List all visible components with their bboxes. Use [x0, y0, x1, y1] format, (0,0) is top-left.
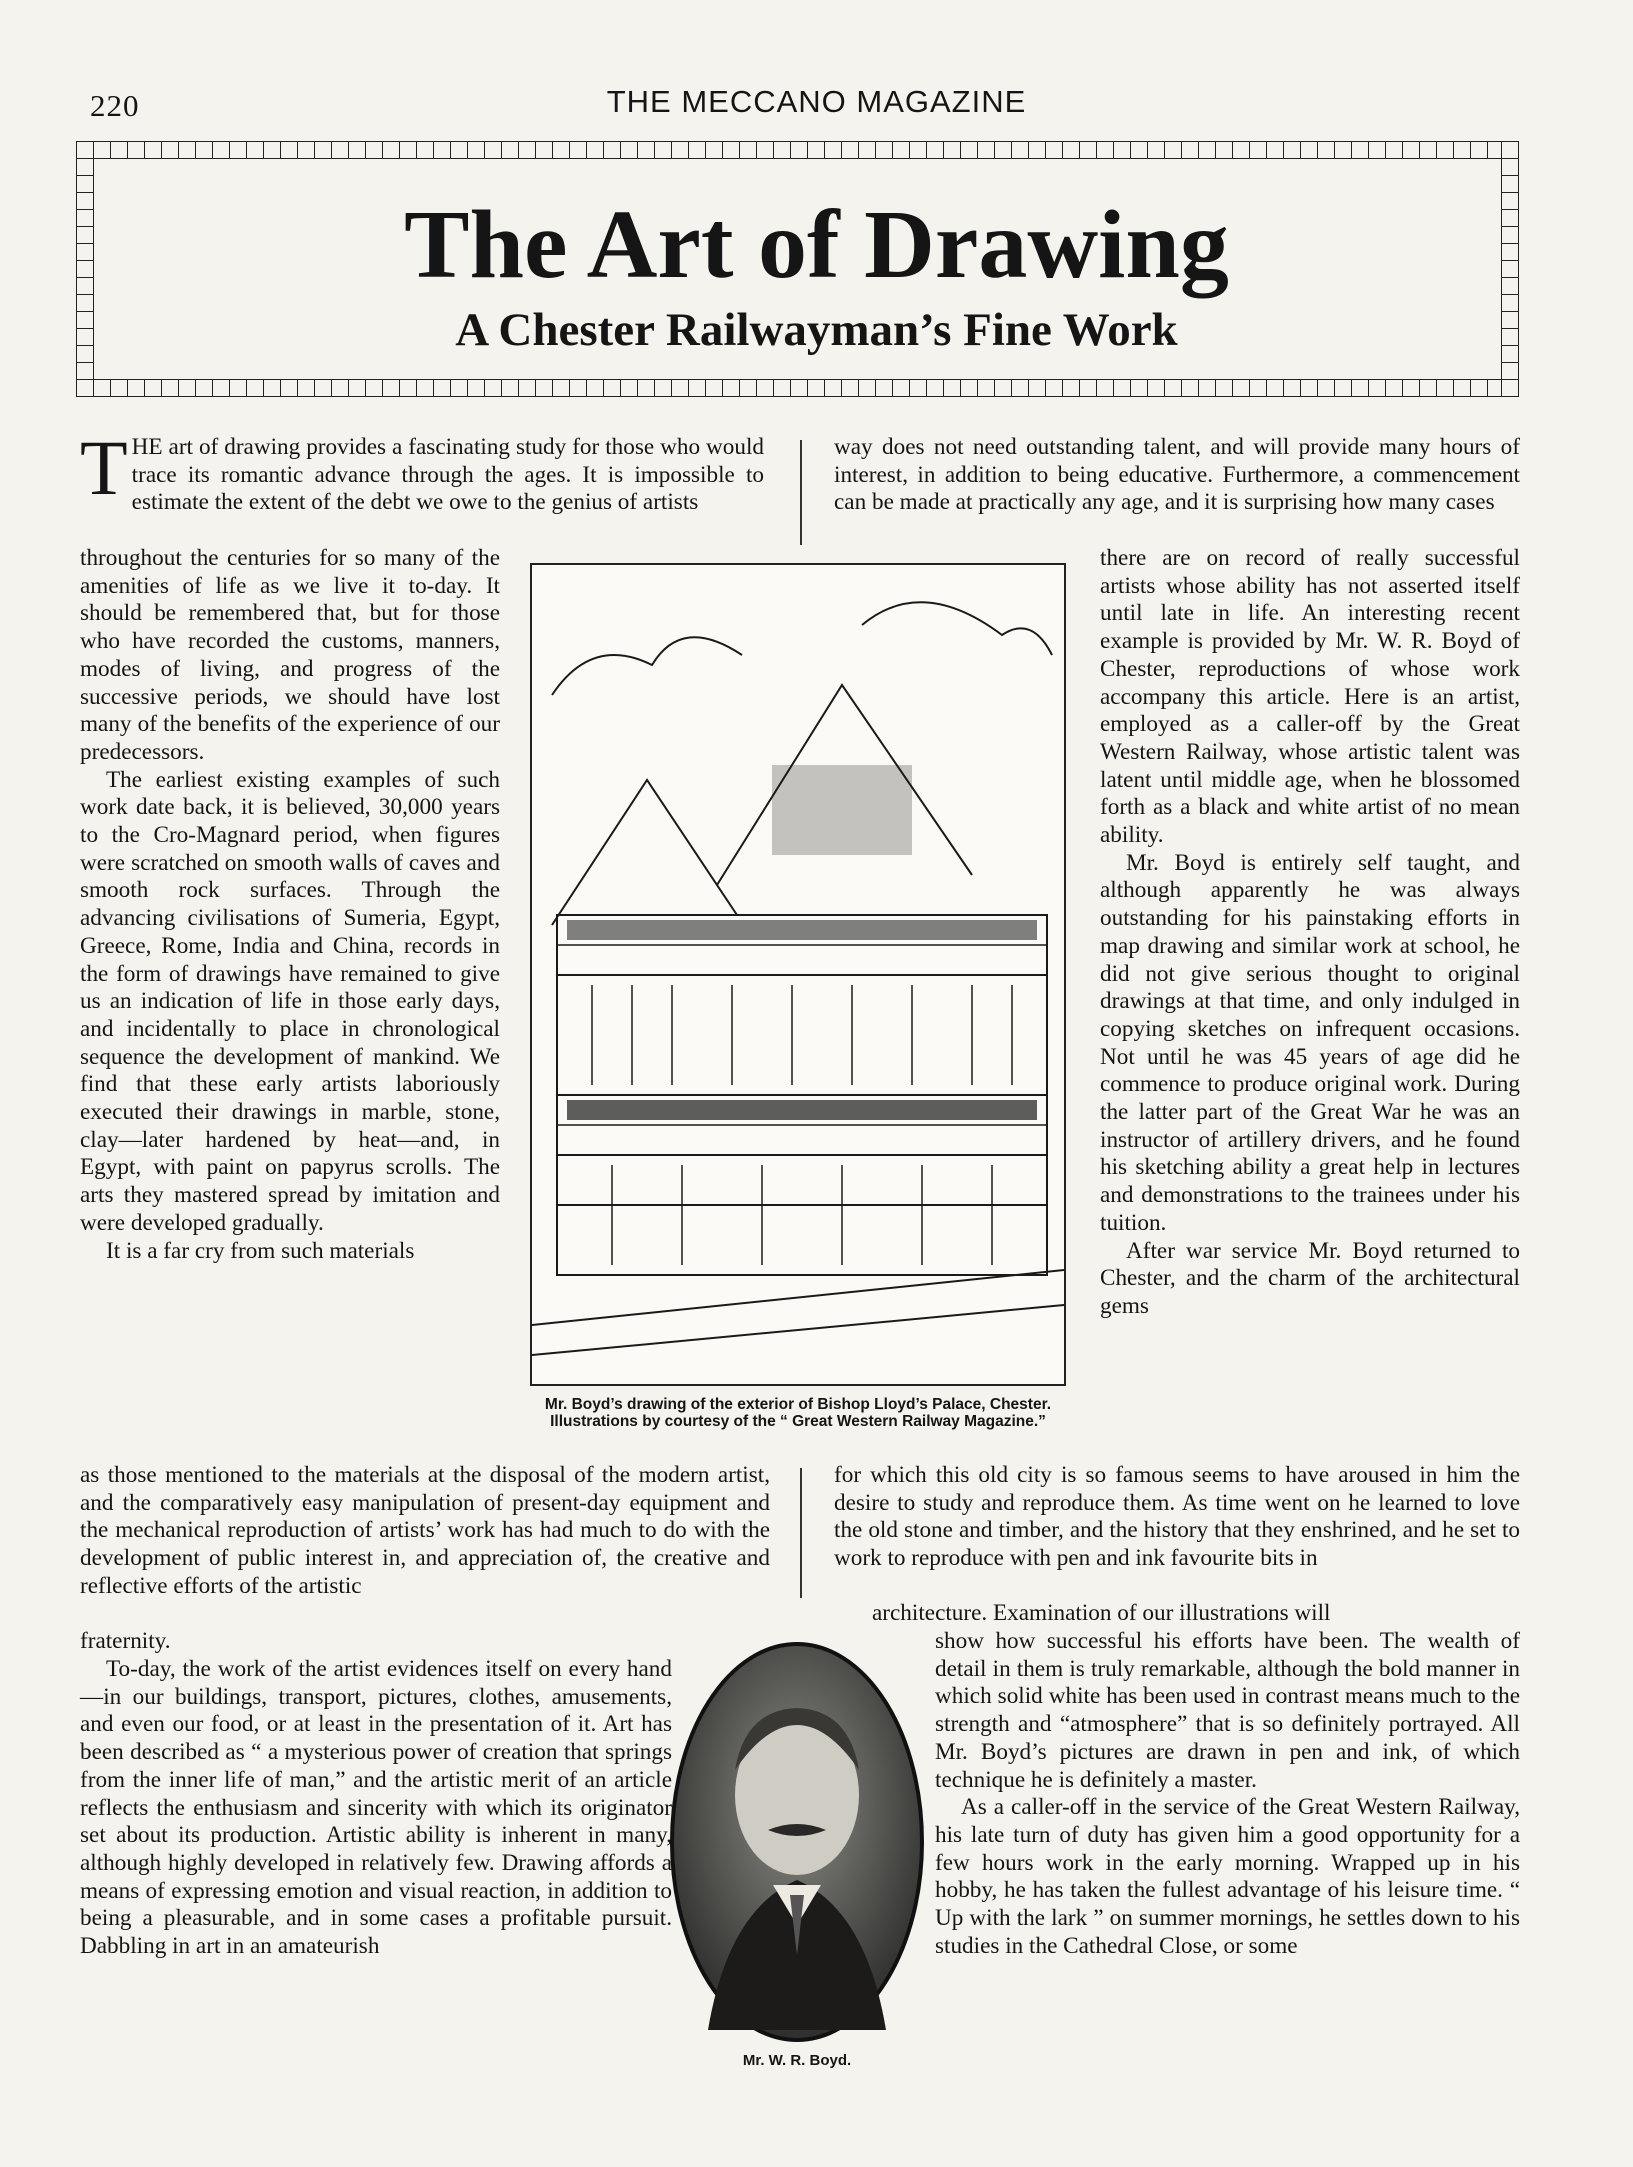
- col-a-lower: [80, 1462, 770, 1601]
- col-a-bottom-text: To-day, the work of the artist evidences itself on every hand—in our buildings, transport, pictures, clothes, amusements, and even our food, or at least in the presentation of it. Art has been described as “ a mysterious power of creation that springs from the inner life of man,” and the artistic merit of an article reflects the enthusiasm and sincerity with which its originator set about its production. Artistic ability is inherent in many, although highly developed in relatively few. Drawing affords a means of expressing emotion and visual reaction, in addition to being a pleasurable, and in some cases a profitable pursuit. Dabbling in art in an amateurish: [80, 1656, 672, 1960]
- col-b-bottom-para-2: As a caller-off in the service of the Great Western Railway, his late turn of duty has given him a good opportunity for a few hours work in the early morning. Wrapped up in his hobby, he has taken the fullest advantage of his leisure time. “ Up with the lark ” on summer mornings, he settles down to his studies in the Cathedral Close, or some: [935, 1794, 1520, 1959]
- intro-text-a: HE art of drawing provides a fascinating study for those who would trace its romantic advance through the ages. It is impossible to estimate the extent of the debt we owe to the genius of artists: [131, 434, 764, 516]
- portrait-caption: Mr. W. R. Boyd.: [742, 2052, 852, 2069]
- col-a-intro: [80, 424, 764, 517]
- building-drawing: [532, 565, 1064, 1384]
- article-subtitle: A Chester Railwayman’s Fine Work: [455, 304, 1178, 356]
- col-a-para-3: It is a far cry from such materials: [106, 1237, 415, 1264]
- col-a-para-2: The earliest existing examples of such work date back, it is believed, 30,000 years to the Cro-Magnard period, when figures were scratched on smooth walls of caves and smooth rock surfaces. Through the advancing civilisations of Sumeria, Egypt, Greece, Rome, India and China, records in the form of drawings have remained to give us an indication of life in those early days, and incidentally to place in chronological sequence the development of mankind. We find that these early artists laboriously executed their drawings in marble, stone, clay—later hardened by heat—and, in Egypt, with paint on papyrus scrolls. The arts they mastered spread by imitation and were developed gradually.: [80, 766, 500, 1236]
- title-border-top: [76, 141, 1519, 159]
- col-b-architecture-text: architecture. Examination of our illustrations will: [872, 1600, 1331, 1626]
- palace-illustration: [530, 563, 1066, 1386]
- col-b-para-3: After war service Mr. Boyd returned to Chester, and the charm of the architectural gems: [1100, 1237, 1520, 1319]
- magazine-title: THE MECCANO MAGAZINE: [606, 84, 1027, 119]
- col-b-para-1: there are on record of really successful artists whose ability has not asserted itself until late in life. An interesting recent example is provided by Mr. W. R. Boyd of Chester, reproductions of whose work accompany this article. Here is an artist, employed as a caller-off by the Great Western Railway, whose artistic talent was latent until middle age, when he blossomed forth as a black and white artist of no mean ability.: [1100, 545, 1520, 849]
- col-b-intro: [834, 434, 1520, 517]
- column-rule-top: [800, 440, 802, 545]
- column-rule-lower: [800, 1468, 802, 1598]
- col-a-fraternity: [80, 1628, 380, 1656]
- illustration-caption: Mr. Boyd’s drawing of the exterior of Bishop Lloyd’s Palace, Chester. Illustrations by courtesy of the “ Great Western Railway Magazine.”: [544, 1396, 1052, 1430]
- col-b-architecture: [872, 1600, 1520, 1628]
- col-b-mid: [1100, 545, 1520, 1321]
- intro-text-b: way does not need outstanding talent, and will provide many hours of interest, in addition to being educative. Furthermore, a commencement can be made at practically any age, and it is surprising how many cases: [834, 434, 1520, 516]
- col-a-mid: [80, 545, 500, 1265]
- portrait-frame: [668, 1640, 926, 2045]
- col-b-para-2: Mr. Boyd is entirely self taught, and although apparently he was always outstanding for his painstaking efforts in map drawing and similar work at school, he did not give serious thought to original drawings at that time, and only indulged in copying sketches on infrequent occasions. Not until he was 45 years of age did he commence to produce original work. During the latter part of the Great War he was an instructor of artillery drivers, and he found his sketching ability a great help in lectures and demonstrations to the trainees under his tuition.: [1100, 849, 1520, 1236]
- title-border-bottom: [76, 379, 1519, 397]
- col-a-bottom: [80, 1656, 672, 1961]
- col-a-lower-text: as those mentioned to the materials at the disposal of the modern artist, and the comparatively easy manipulation of present-day equipment and the mechanical reproduction of artists’ work has had much to do with the development of public interest in, and appreciation of, the creative and reflective efforts of the artistic: [80, 1462, 770, 1599]
- article-title: The Art of Drawing: [404, 191, 1229, 299]
- drop-cap: T: [80, 424, 128, 511]
- col-b-bottom: [935, 1628, 1520, 1960]
- page-number: 220: [90, 88, 140, 123]
- col-b-lower: [834, 1462, 1520, 1573]
- col-b-bottom-para-1: show how successful his efforts have been. The wealth of detail in them is truly remarkable, although the bold manner in which solid white has been used in contrast means much to the strength and “atmosphere” that is so definitely portrayed. All Mr. Boyd’s pictures are drawn in pen and ink, of which technique he is definitely a master.: [935, 1628, 1520, 1793]
- col-a-fraternity-text: fraternity.: [80, 1628, 171, 1654]
- col-a-para-1: throughout the centuries for so many of the amenities of life as we live it to-day. It should be remembered that, but for those who have recorded the customs, manners, modes of living, and progress of the successive periods, we should have lost many of the benefits of the experience of our predecessors.: [80, 545, 500, 765]
- portrait-photo: [668, 1640, 926, 2045]
- col-b-lower-text: for which this old city is so famous seems to have aroused in him the desire to study and reproduce them. As time went on he learned to love the old stone and timber, and the history that they enshrined, and he set to work to reproduce with pen and ink favourite bits in: [834, 1462, 1520, 1572]
